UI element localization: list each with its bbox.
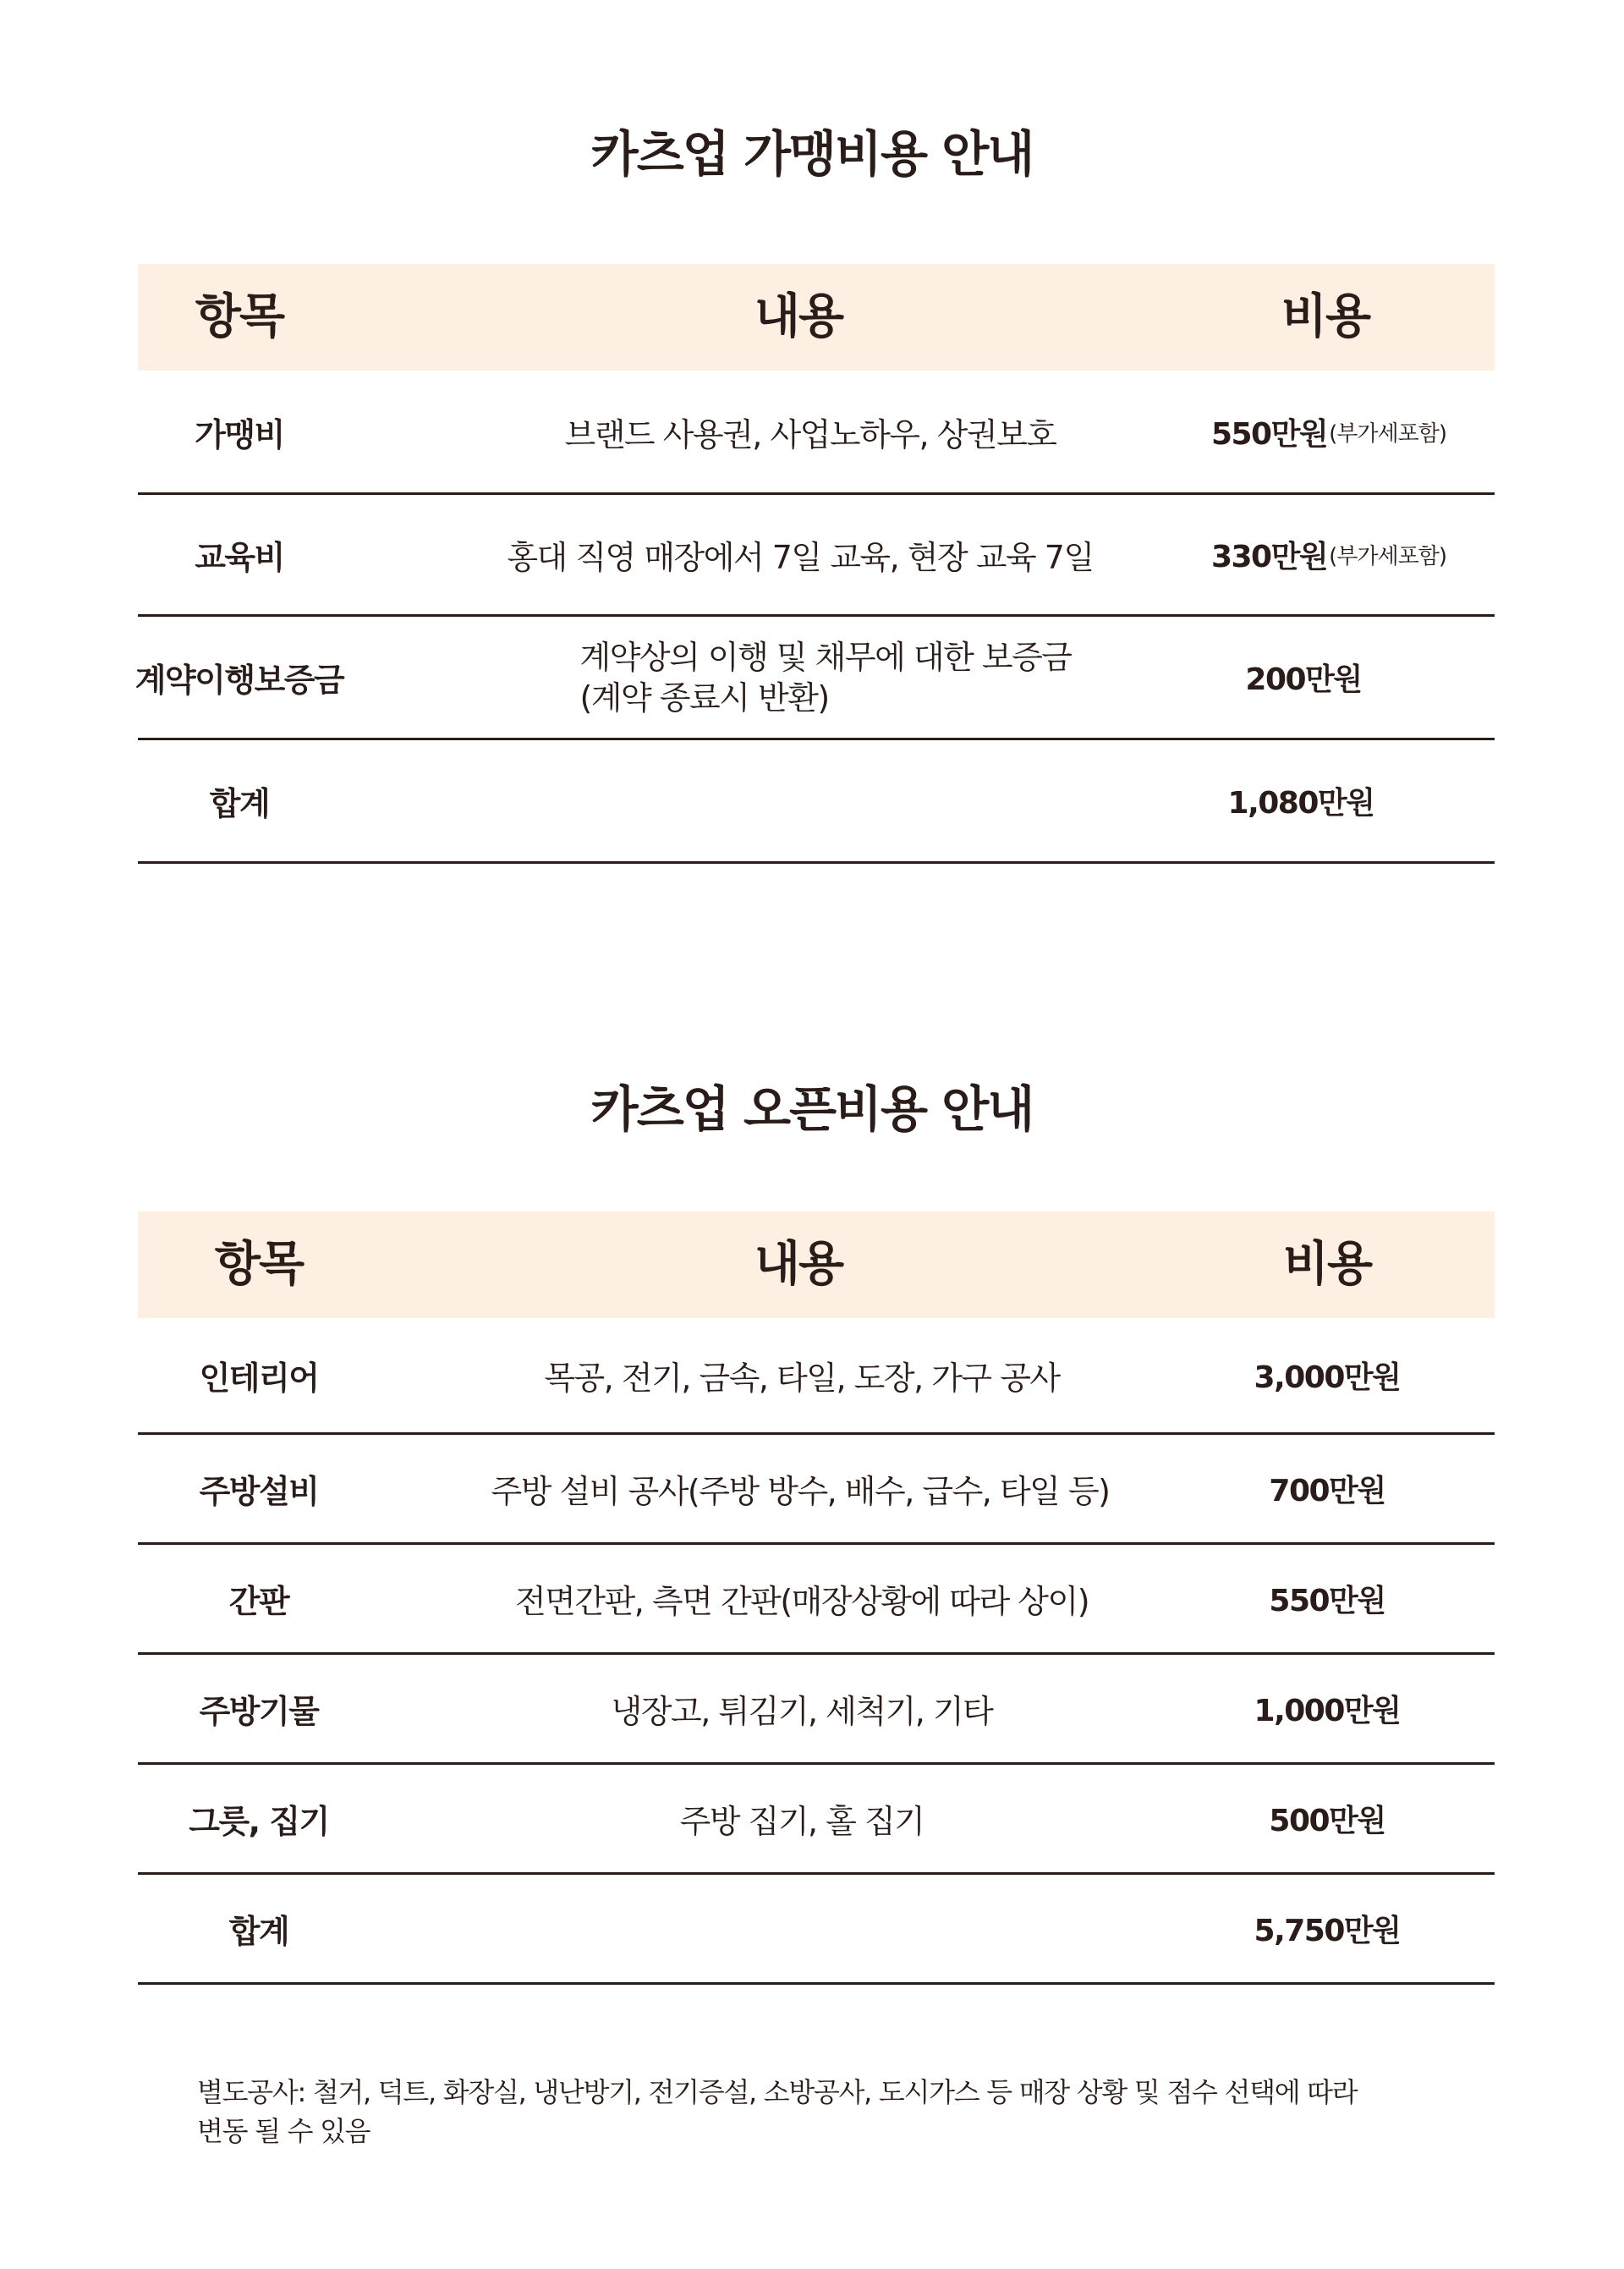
table-row bbox=[138, 1318, 1495, 1435]
table-row bbox=[134, 617, 1495, 740]
row-item-label: 주방기물 bbox=[199, 1693, 319, 1730]
row-cost: 500만원 bbox=[1269, 1804, 1385, 1838]
header-item: 항목 bbox=[195, 289, 284, 344]
row-content: 브랜드 사용권, 사업노하우, 상권보호 bbox=[564, 415, 1056, 453]
header-content: 내용 bbox=[754, 289, 843, 344]
row-item-label: 인테리어 bbox=[199, 1360, 319, 1397]
total-cost: 1,080만원 bbox=[1227, 786, 1374, 821]
table-row bbox=[138, 1435, 1495, 1545]
table-row bbox=[138, 1655, 1495, 1765]
table-total-row bbox=[138, 740, 1495, 864]
row-item-label: 간판 bbox=[228, 1583, 289, 1620]
open-cost-table bbox=[138, 1211, 1495, 1985]
footnote-line: 별도공사: 철거, 덕트, 화장실, 냉난방기, 전기증설, 소방공사, 도시가스 등 매장 상황 및 점수 선택에 따라 bbox=[197, 2076, 1358, 2108]
total-label: 합계 bbox=[209, 785, 270, 822]
row-content: 홍대 직영 매장에서 7일 교육, 현장 교육 7일 bbox=[507, 539, 1094, 576]
row-item-label: 주방설비 bbox=[199, 1473, 319, 1510]
row-cost: 1,000만원 bbox=[1254, 1694, 1401, 1728]
row-cost bbox=[1245, 617, 1361, 738]
header-item: 항목 bbox=[214, 1237, 304, 1292]
row-cost: 3,000만원 bbox=[1254, 1360, 1401, 1395]
open-cost-title: 카츠업 오픈비용 안내 bbox=[590, 1080, 1034, 1138]
row-cost-note: (부가세포함) bbox=[1329, 420, 1447, 447]
table-row bbox=[138, 1545, 1495, 1655]
franchise-cost-title: 카츠업 가맹비용 안내 bbox=[590, 125, 1034, 183]
table-row bbox=[138, 371, 1495, 495]
row-cost-value: 330만원 bbox=[1210, 540, 1328, 574]
row-cost-value: 550만원 bbox=[1210, 416, 1328, 452]
row-cost: 550만원 bbox=[1269, 1584, 1385, 1618]
row-item-label: 그릇, 집기 bbox=[189, 1803, 329, 1840]
table-header bbox=[138, 264, 1495, 371]
total-label: 합계 bbox=[228, 1913, 289, 1950]
header-content: 내용 bbox=[754, 1237, 843, 1292]
header-cost: 비용 bbox=[1281, 289, 1370, 344]
franchise-cost-table bbox=[134, 264, 1495, 864]
row-item-label: 계약이행보증금 bbox=[134, 662, 344, 699]
row-content: 주방 집기, 홀 집기 bbox=[679, 1803, 924, 1840]
row-cost bbox=[1211, 495, 1446, 614]
row-item-label: 가맹비 bbox=[195, 415, 284, 453]
total-cost: 5,750만원 bbox=[1254, 1914, 1401, 1948]
row-content: 전면간판, 측면 간판(매장상황에 따라 상이) bbox=[514, 1583, 1089, 1620]
row-content: 목공, 전기, 금속, 타일, 도장, 가구 공사 bbox=[544, 1360, 1060, 1397]
footnote bbox=[197, 2073, 1357, 2151]
row-content: 주방 설비 공사(주방 방수, 배수, 급수, 타일 등) bbox=[491, 1473, 1110, 1510]
row-content-line: 계약상의 이행 및 채무에 대한 보증금 bbox=[579, 638, 1072, 676]
row-cost bbox=[1211, 371, 1446, 492]
row-content: 냉장고, 튀김기, 세척기, 기타 bbox=[611, 1693, 993, 1730]
row-content-line: (계약 종료시 반환) bbox=[579, 679, 829, 717]
table-total-row bbox=[138, 1875, 1495, 1985]
table-row bbox=[138, 495, 1495, 617]
row-content bbox=[579, 617, 1071, 738]
row-cost-value: 200만원 bbox=[1245, 662, 1362, 697]
row-item-label: 교육비 bbox=[195, 539, 284, 576]
row-cost: 700만원 bbox=[1269, 1474, 1385, 1508]
table-row bbox=[138, 1765, 1495, 1875]
table-header bbox=[138, 1211, 1495, 1318]
row-cost-note: (부가세포함) bbox=[1329, 544, 1447, 569]
header-cost: 비용 bbox=[1282, 1237, 1372, 1292]
footnote-line: 변동 될 수 있음 bbox=[197, 2115, 370, 2147]
